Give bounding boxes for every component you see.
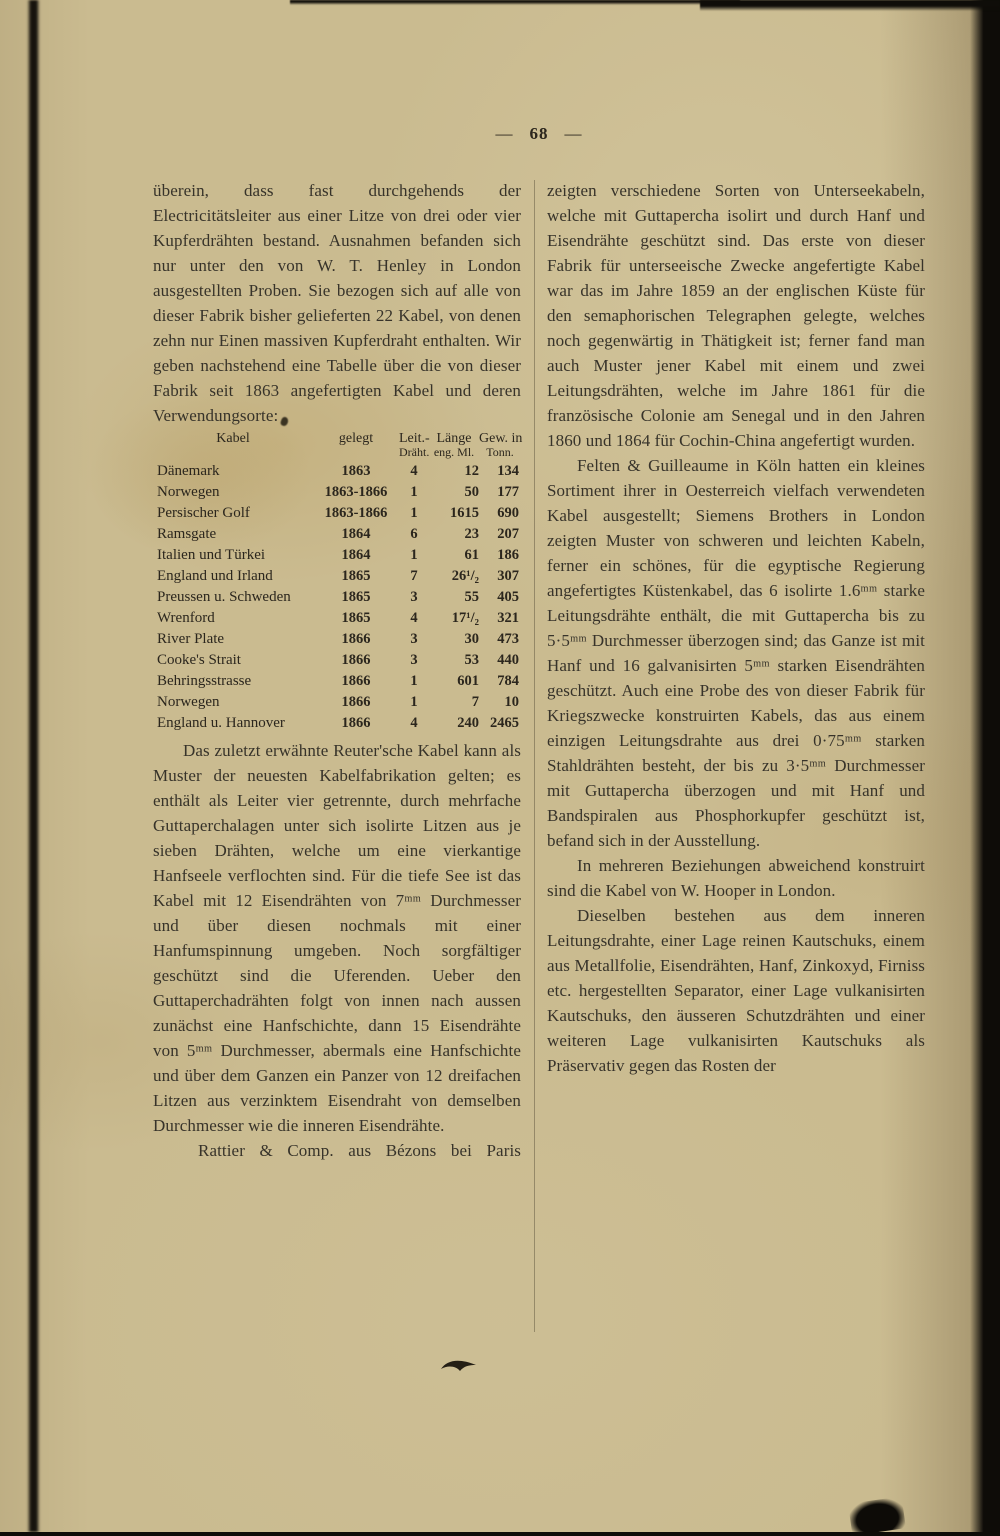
paragraph-reuter-cable: Das zuletzt erwähnte Reuter'sche Kabel kann als Muster der neuesten Kabelfabrikation gelten; es enthält als Leiter vier getrennte, durch mehrfache Guttaperchalagen unter sich isolirte Litzen aus je sieben Drähten, welche um eine vierkantige Hanfseele verflochten sind. Für die tiefe See ist das Kabel mit 12 Eisendrähten von 7ᵐᵐ Durchmesser und über diesen nochmals mit einer Hanfumspinnung umgeben. Noch sorgfältiger geschützt sind die Uferenden. Ueber den Guttaperchadrähten folgt von innen nach aussen zunächst eine Hanfschichte, dann 15 Eisendrähte von 5ᵐᵐ Durchmesser, abermals eine Hanfschichte und über dem Ganzen ein Panzer von 12 dreifachen Litzen aus verzinktem Eisendraht von demselben Durchmesser wie die inneren Eisendrähte. (153, 741, 521, 1135)
cell-gew: 2465 (490, 715, 519, 731)
cell-kabel: Ramsgate (157, 526, 217, 542)
cell-kabel: Behringsstrasse (157, 673, 252, 689)
cell-gelegt: 1863-1866 (324, 505, 388, 521)
cell-draht: 1 (410, 547, 418, 563)
table-row (153, 545, 521, 566)
cell-gelegt: 1866 (341, 715, 371, 731)
cell-gelegt: 1866 (341, 631, 371, 647)
cell-gew: 10 (504, 694, 519, 710)
cell-gelegt: 1864 (341, 526, 371, 542)
cell-gelegt: 1864 (341, 547, 371, 563)
cell-gew: 186 (497, 547, 519, 563)
cell-laenge: 601 (457, 673, 479, 689)
cell-kabel: Wrenford (157, 610, 215, 626)
cell-draht: 1 (410, 694, 418, 710)
table-row (153, 503, 521, 524)
table-row (153, 566, 521, 587)
cell-gew: 784 (497, 673, 519, 689)
cable-table (153, 431, 521, 734)
cell-gelegt: 1866 (341, 694, 371, 710)
cell-gew: 321 (497, 610, 519, 626)
cell-laenge: 12 (464, 463, 479, 479)
top-right-edge-shadow (700, 0, 1000, 11)
header-gelegt-label: gelegt (338, 431, 374, 446)
cell-kabel: Persischer Golf (157, 505, 250, 521)
header-leit-line1: Leit.- (399, 431, 430, 446)
cell-laenge: 240 (457, 715, 479, 731)
cell-gelegt: 1865 (341, 610, 371, 626)
cell-gelegt: 1865 (341, 589, 371, 605)
cell-laenge: 7 (471, 694, 479, 710)
cell-gew: 177 (497, 484, 519, 500)
cell-laenge: 23 (464, 526, 479, 542)
cell-kabel: Norwegen (157, 694, 220, 710)
cell-kabel: Dänemark (157, 463, 220, 479)
header-dash-right: — (564, 124, 583, 143)
cell-gelegt: 1863 (341, 463, 371, 479)
right-edge-shadow (970, 0, 1000, 1532)
cell-laenge: 30 (464, 631, 479, 647)
cell-gew: 405 (497, 589, 519, 605)
cell-gew: 473 (497, 631, 519, 647)
cell-laenge: 55 (464, 589, 479, 605)
page-number: 68 (529, 124, 549, 143)
cell-gew: 690 (497, 505, 519, 521)
cell-gelegt: 1866 (341, 652, 371, 668)
table-row (153, 713, 521, 734)
header-laenge-line1: Länge (436, 431, 472, 446)
table-row (153, 587, 521, 608)
header-kabel (153, 431, 313, 446)
left-column (153, 178, 521, 1163)
cell-laenge: 50 (464, 484, 479, 500)
cell-laenge: 1615 (450, 505, 479, 521)
header-gewicht (479, 431, 521, 459)
cell-kabel: England und Irland (157, 568, 273, 584)
cell-draht: 1 (410, 673, 418, 689)
right-column (547, 178, 925, 1163)
cell-gelegt: 1863-1866 (324, 484, 388, 500)
table-row (153, 608, 521, 629)
cell-gelegt: 1866 (341, 673, 371, 689)
header-gelegt (313, 431, 399, 446)
cell-gew: 440 (497, 652, 519, 668)
cell-gew: 134 (497, 463, 519, 479)
header-leitungsdraehte (399, 431, 429, 459)
paragraph-continuation: überein, dass fast durchgehends der Electricitätsleiter aus einer Litze von drei oder vier Kupferdrähten bestand. Ausnahmen befanden sich nur unter den von W. T. Henley in London ausgestellten Proben. Sie bezogen sich auf alle von dieser Fabrik bisher gelieferten 22 Kabel, von denen zehn nur Einen massiven Kupferdraht enthalten. Wir geben nachstehend eine Tabelle über die von dieser Fabrik seit 1863 angefertigten Kabel und deren Verwendungsorte: (153, 181, 521, 425)
ink-smudge (438, 1356, 480, 1379)
cell-laenge: 17¹/₂ (451, 610, 479, 626)
paragraph-rattier-continuation: zeigten verschiedene Sorten von Unterseekabeln, welche mit Guttapercha isolirt und durch Hanf und Eisendrähte geschützt sind. Das erste von dieser Fabrik für unterseeische Zwecke angefertigte Kabel war das im Jahre 1859 an der englischen Küste für den semaphorischen Telegraphen gelegte, welches noch gegenwärtig in Thätigkeit ist; ferner fand man auch Muster jener Kabel mit einem und zwei Leitungsdrähten, welche im Jahre 1861 für die französische Colonie am Senegal und in den Jahren 1860 und 1864 für Cochin-China angefertigt wurden. (547, 181, 925, 450)
header-kabel-label: Kabel (216, 431, 250, 446)
text-columns (153, 178, 925, 1163)
cell-draht: 7 (410, 568, 418, 584)
top-edge-shadow (290, 0, 740, 5)
cell-draht: 4 (410, 463, 418, 479)
cell-draht: 3 (410, 589, 418, 605)
table-row (153, 650, 521, 671)
paragraph-felten-siemens: Felten & Guilleaume in Köln hatten ein kleines Sortiment ihrer in Oesterreich vielfach verwendeten Kabel ausgestellt; Siemens Brothers in London zeigten Muster von schweren und leichten Kabeln, ferner ein schönes, für die egyptische Regierung angefertigtes Küstenkabel, das 6 isolirte 1.6ᵐᵐ starke Leitungsdrähte enthält, die mit Guttapercha bis zu 5·5ᵐᵐ Durchmesser überzogen sind; das Ganze ist mit Hanf und 16 galvanisirten 5ᵐᵐ starken Eisendrähten geschützt. Auch eine Probe des von dieser Fabrik für Kriegszwecke konstruirten Kabels, das aus einem einzigen Leitungsdrahte aus drei 0·75ᵐᵐ starken Stahldrähten besteht, der bis zu 3·5ᵐᵐ Durchmesser mit Guttapercha überzogen und mit Hanf und Bandspiralen aus Phosphorkupfer geschützt ist, befand sich in der Ausstellung. (547, 456, 925, 850)
paragraph-rattier: Rattier & Comp. aus Bézons bei Paris (198, 1141, 521, 1160)
header-gew-line2: Tonn. (486, 445, 514, 459)
cell-draht: 1 (410, 505, 418, 521)
cell-draht: 6 (410, 526, 418, 542)
cell-gew: 207 (497, 526, 519, 542)
cell-kabel: River Plate (157, 631, 225, 647)
cell-draht: 3 (410, 631, 418, 647)
table-row (153, 524, 521, 545)
bottom-right-ink-blot (848, 1496, 906, 1535)
paragraph-hooper-construction: Dieselben bestehen aus dem inneren Leitungsdrahte, einer Lage reinen Kautschuks, einem aus Metallfolie, Eisendrähten, Hanf, Zinkoxyd, Firniss etc. hergestellten Separator, einer Lage vulkanisirten Kautschuks, den äusseren Schutzdrähten und einer weiteren Lage vulkanisirten Kautschuks als Präservativ gegen das Rosten der (547, 906, 925, 1075)
header-dash-left: — (495, 124, 514, 143)
cell-gew: 307 (497, 568, 519, 584)
header-gew-line1: Gew. in (479, 431, 523, 446)
cell-kabel: Cooke's Strait (157, 652, 241, 668)
paragraph-hooper-intro: In mehreren Beziehungen abweichend konstruirt sind die Kabel von W. Hooper in London. (547, 856, 925, 900)
table-row (153, 671, 521, 692)
cell-draht: 1 (410, 484, 418, 500)
cell-laenge: 61 (464, 547, 479, 563)
table-row (153, 692, 521, 713)
cell-gelegt: 1865 (341, 568, 371, 584)
page-header (153, 124, 925, 144)
header-laenge-line2: eng. Ml. (433, 445, 475, 459)
cell-kabel: England u. Hannover (157, 715, 285, 731)
cell-draht: 3 (410, 652, 418, 668)
cell-draht: 4 (410, 715, 418, 731)
cell-laenge: 26¹/₂ (451, 568, 479, 584)
cell-draht: 4 (410, 610, 418, 626)
header-leit-line2: Dräht. (399, 445, 430, 459)
left-edge-shadow (27, 0, 40, 1532)
cell-kabel: Norwegen (157, 484, 220, 500)
ink-smudge-shape (438, 1356, 480, 1374)
cell-kabel: Italien und Türkei (157, 547, 266, 563)
table-row (153, 461, 521, 482)
header-laenge (429, 431, 479, 459)
cell-kabel: Preussen u. Schweden (157, 589, 291, 605)
table-row (153, 482, 521, 503)
cable-table-header (153, 431, 521, 459)
cell-laenge: 53 (464, 652, 479, 668)
table-row (153, 629, 521, 650)
